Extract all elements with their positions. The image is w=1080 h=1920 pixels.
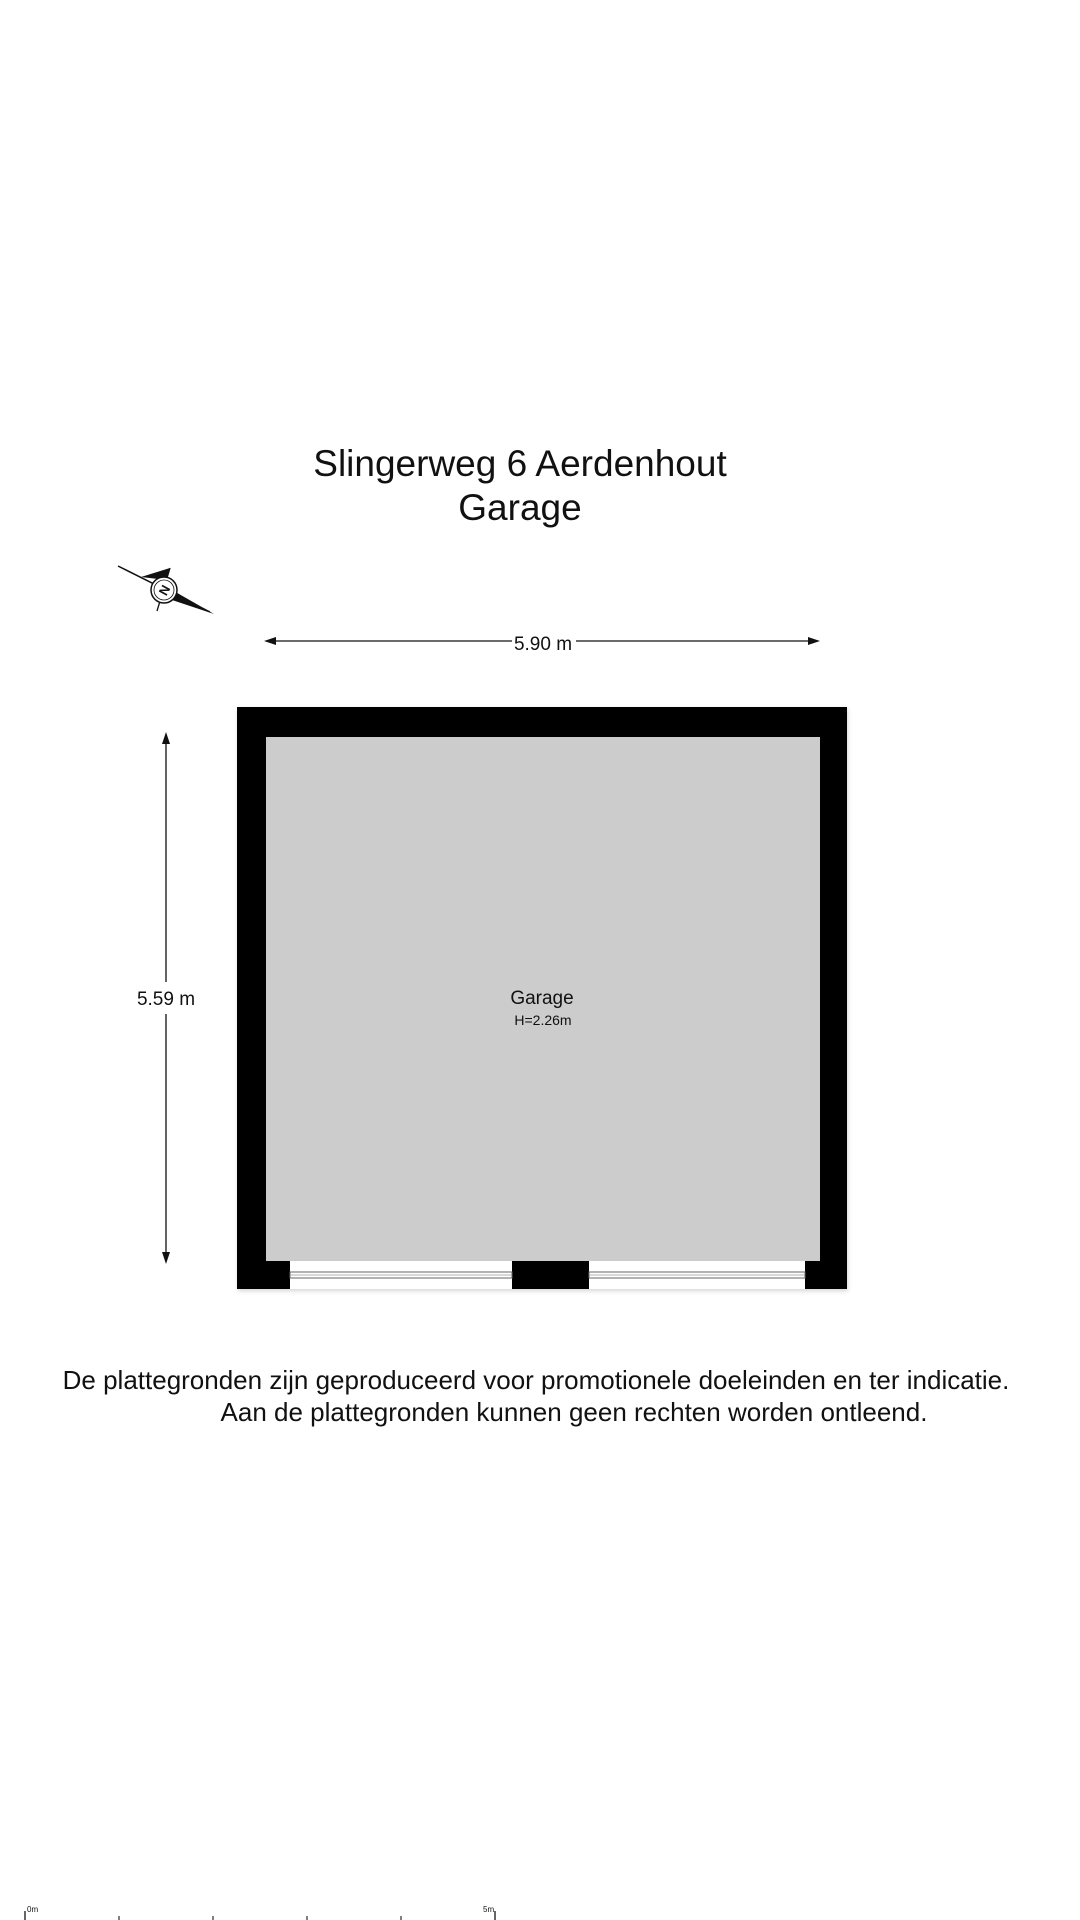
plan-title: Slingerweg 6 Aerdenhout bbox=[313, 443, 727, 484]
scale-start-label: 0m bbox=[27, 1905, 39, 1914]
width-label: 5.90 m bbox=[513, 634, 573, 655]
floor-name: Garage bbox=[458, 487, 582, 528]
garage-door-right bbox=[589, 1261, 805, 1289]
room-height: H=2.26m bbox=[514, 1012, 572, 1028]
compass-north-icon bbox=[118, 566, 214, 614]
depth-dimension bbox=[137, 732, 195, 1264]
garage-door-left bbox=[290, 1261, 512, 1289]
room-name: Garage bbox=[510, 988, 574, 1009]
width-dimension bbox=[264, 634, 820, 655]
depth-label: 5.59 m bbox=[136, 989, 196, 1010]
scale-end-label: 5m bbox=[483, 1905, 495, 1914]
disclaimer-line-1: De plattegronden zijn geproduceerd voor promotionele doeleinden en ter indicatie. bbox=[62, 1365, 1010, 1395]
scale-bar bbox=[24, 1905, 495, 1920]
compass-label: N bbox=[155, 582, 174, 598]
disclaimer-line-2: Aan de plattegronden kunnen geen rechten worden ontleend. bbox=[220, 1397, 928, 1427]
